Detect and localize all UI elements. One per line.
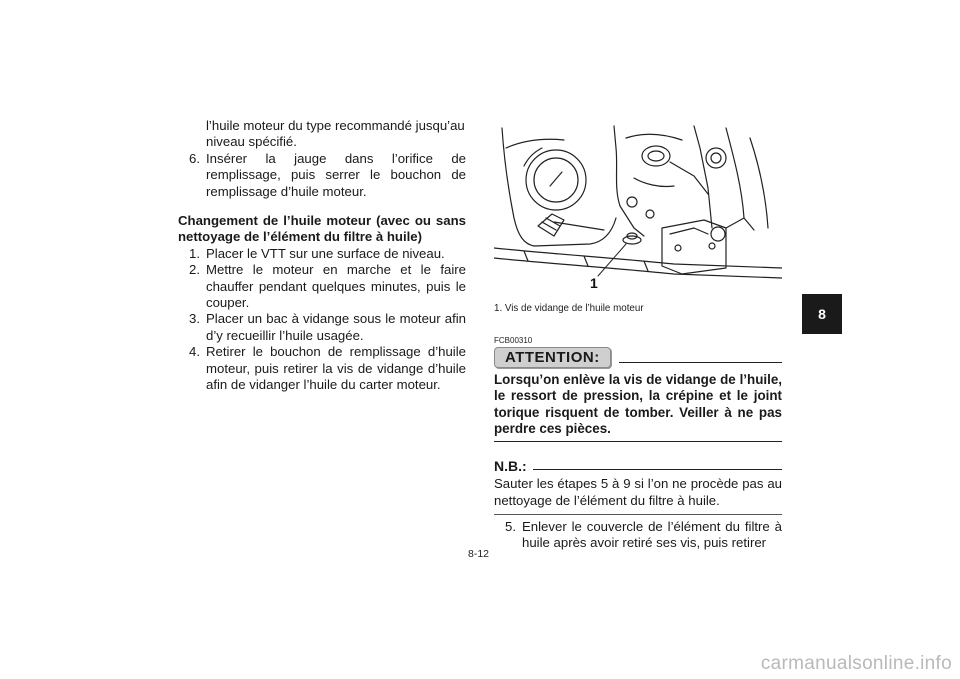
right-column xyxy=(494,118,782,552)
step-2-text: Mettre le moteur en marche et le faire chauffer pendant quelques minutes, puis le couper. xyxy=(206,262,466,311)
attention-badge: ATTENTION: xyxy=(494,347,611,368)
engine-drawing xyxy=(494,118,782,298)
nb-header xyxy=(494,458,782,474)
step-1-number: 1. xyxy=(189,245,200,261)
attention-code: FCB00310 xyxy=(494,336,533,345)
step-2-number: 2. xyxy=(189,262,200,278)
step-3-text: Placer un bac à vidange sous le moteur afin d’y recueillir l’huile usagée. xyxy=(206,311,466,343)
page-number: 8-12 xyxy=(468,548,490,560)
step-3-number: 3. xyxy=(189,311,200,327)
watermark: carmanualsonline.info xyxy=(760,653,952,674)
step-6-text: Insérer la jauge dans l’orifice de remplissage, puis serrer le bouchon de remplissage d’huile moteur. xyxy=(206,150,466,199)
step-3 xyxy=(178,311,466,344)
step-5-text: Enlever le couvercle de l’élément du filtre à huile après avoir retiré ses vis, puis retirer xyxy=(522,519,782,551)
chapter-tab: 8 xyxy=(802,294,842,334)
engine-illustration xyxy=(494,118,782,298)
step-4 xyxy=(178,344,466,393)
figure-callout: 1 xyxy=(590,275,598,291)
nb-text: Sauter les étapes 5 à 9 si l’on ne procède pas au nettoyage de l’élément du filtre à huile. xyxy=(494,476,782,515)
section-heading: Changement de l’huile moteur (avec ou sans nettoyage de l’élément du filtre à huile) xyxy=(178,213,466,245)
intro-line-1: l’huile moteur du type recommandé jusqu’au xyxy=(206,118,465,133)
step-6 xyxy=(178,151,466,200)
nb-rule xyxy=(533,469,782,470)
attention-text: Lorsqu’on enlève la vis de vidange de l’huile, le ressort de pression, la crépine et le joint torique risquent de tomber. Veiller à ne pas perdre ces pièces. xyxy=(494,372,782,442)
left-column xyxy=(178,118,466,394)
intro-line-2: niveau spécifié. xyxy=(206,134,297,150)
attention-rule xyxy=(619,362,782,363)
step-2 xyxy=(178,262,466,311)
step-6-number: 6. xyxy=(189,150,200,166)
figure-caption: 1. Vis de vidange de l’huile moteur xyxy=(494,303,644,314)
step-4-text: Retirer le bouchon de remplissage d’huile moteur, puis retirer la vis de vidange d’huile afin de vidanger l’huile du carter moteur. xyxy=(206,344,466,393)
attention-header xyxy=(494,347,782,368)
nb-label: N.B.: xyxy=(494,458,527,475)
step-5 xyxy=(494,519,782,552)
step-4-number: 4. xyxy=(189,344,200,360)
step-5-number: 5. xyxy=(505,519,516,534)
step-1 xyxy=(178,246,466,262)
step-1-text: Placer le VTT sur une surface de niveau. xyxy=(206,245,445,261)
